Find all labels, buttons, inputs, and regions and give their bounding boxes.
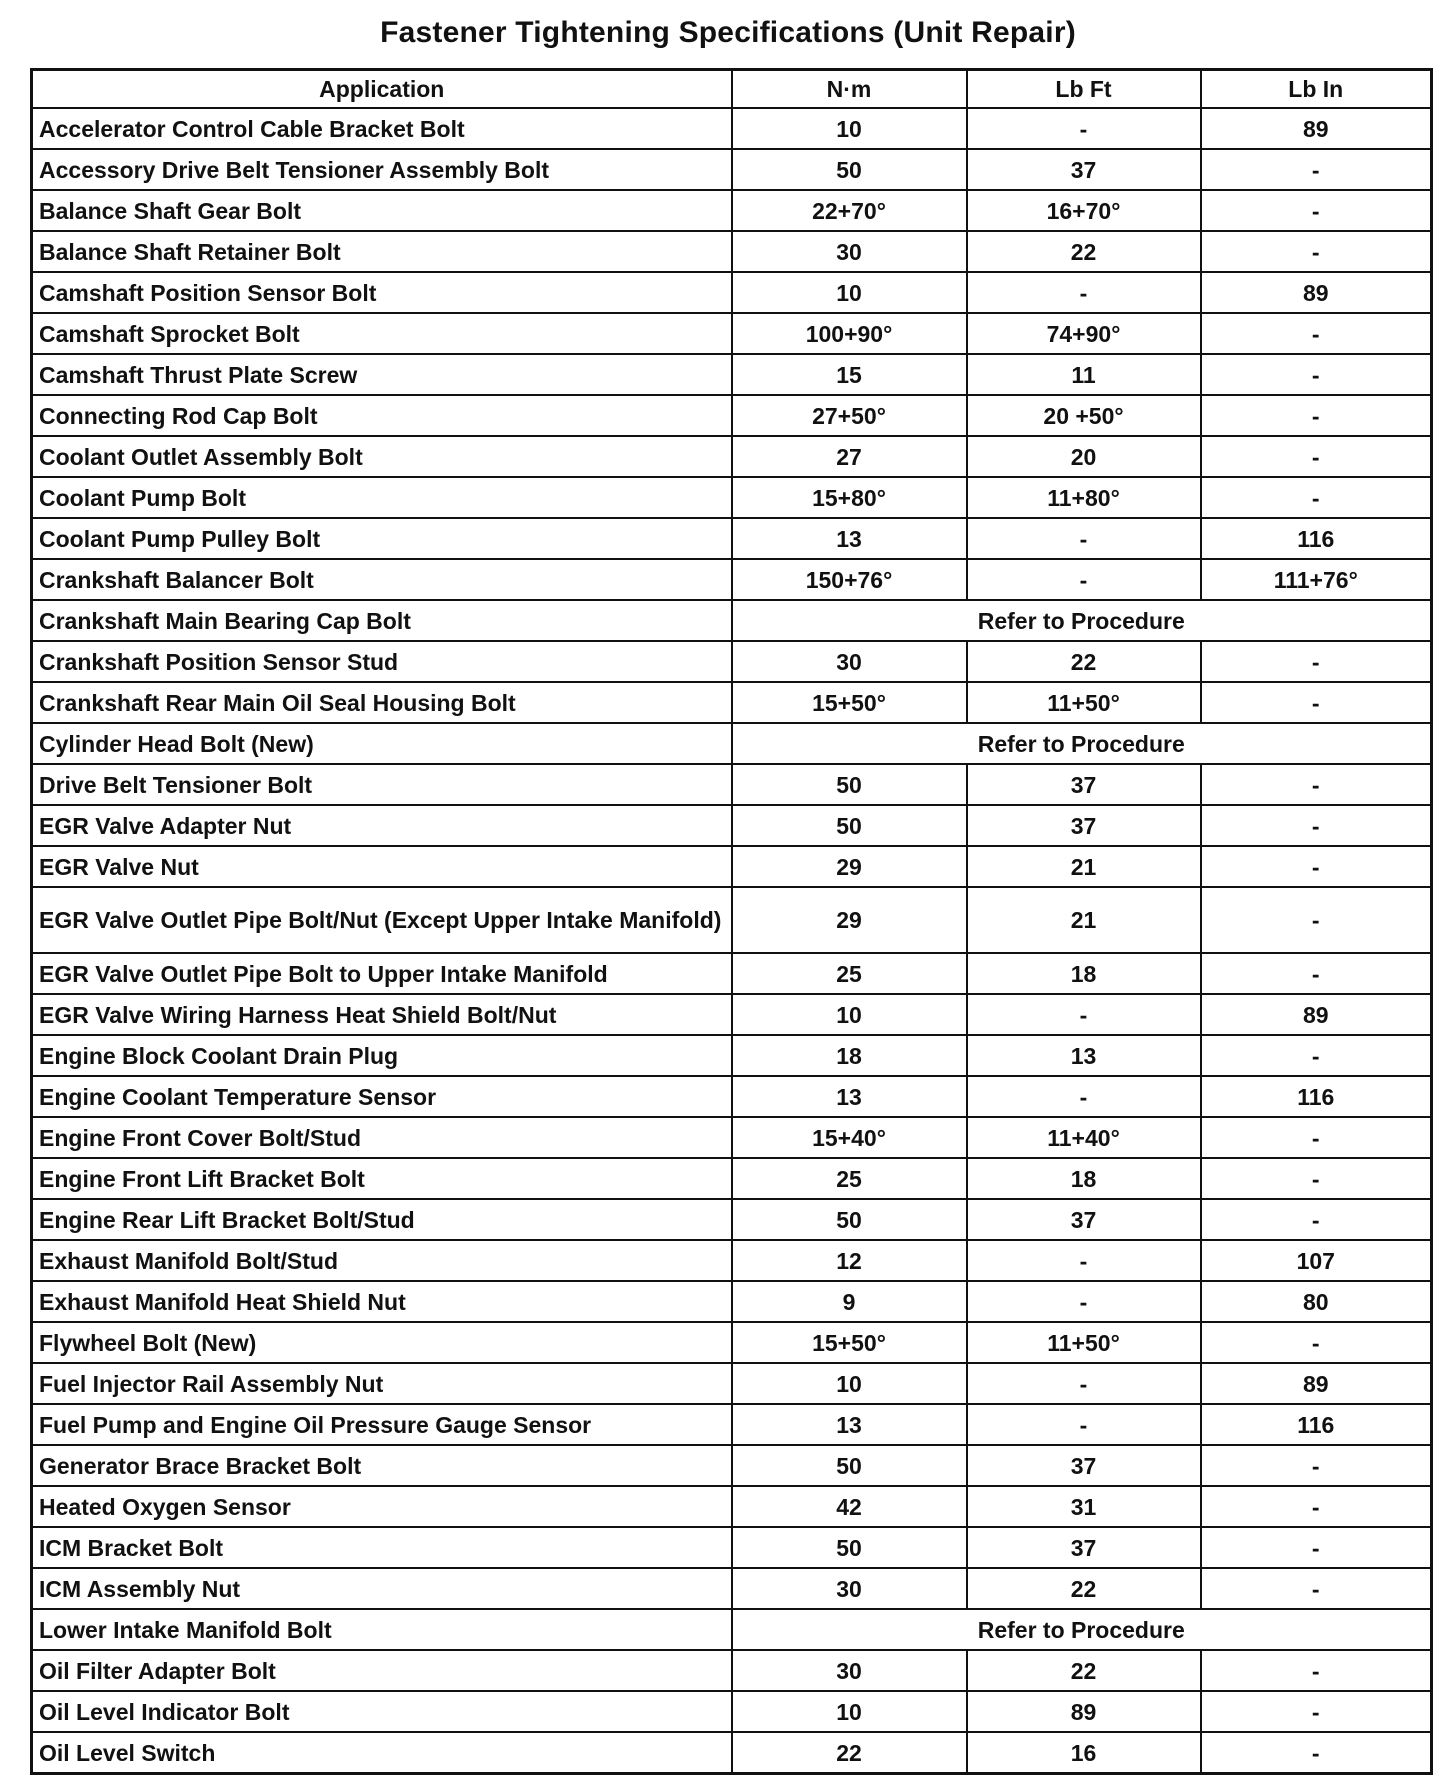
cell-application: Camshaft Position Sensor Bolt (32, 272, 732, 313)
cell-lbft: 31 (967, 1486, 1201, 1527)
cell-lbin: - (1201, 1445, 1432, 1486)
cell-nm: 30 (732, 641, 967, 682)
cell-refer-to-procedure: Refer to Procedure (732, 723, 1432, 764)
cell-lbft: 20 +50° (967, 395, 1201, 436)
cell-nm: 13 (732, 518, 967, 559)
cell-lbin: 116 (1201, 518, 1432, 559)
cell-application: Oil Filter Adapter Bolt (32, 1650, 732, 1691)
cell-application: Fuel Injector Rail Assembly Nut (32, 1363, 732, 1404)
cell-nm: 29 (732, 887, 967, 953)
cell-lbft: - (967, 559, 1201, 600)
table-row (32, 518, 1432, 559)
cell-lbft: - (967, 1363, 1201, 1404)
cell-nm: 18 (732, 1035, 967, 1076)
cell-lbft: - (967, 108, 1201, 149)
cell-lbin: - (1201, 805, 1432, 846)
cell-nm: 22+70° (732, 190, 967, 231)
cell-nm: 25 (732, 1158, 967, 1199)
cell-lbft: 11+40° (967, 1117, 1201, 1158)
cell-nm: 50 (732, 1199, 967, 1240)
table-row (32, 723, 1432, 764)
cell-application: Heated Oxygen Sensor (32, 1486, 732, 1527)
cell-application: Camshaft Sprocket Bolt (32, 313, 732, 354)
cell-nm: 30 (732, 1568, 967, 1609)
cell-lbin: - (1201, 1732, 1432, 1774)
cell-lbin: - (1201, 1650, 1432, 1691)
cell-lbin: - (1201, 1199, 1432, 1240)
cell-lbin: - (1201, 1568, 1432, 1609)
cell-application: Engine Front Lift Bracket Bolt (32, 1158, 732, 1199)
cell-lbin: - (1201, 354, 1432, 395)
cell-lbft: 89 (967, 1691, 1201, 1732)
table-row (32, 805, 1432, 846)
cell-lbin: - (1201, 887, 1432, 953)
page-title: Fastener Tightening Specifications (Unit Repair) (380, 16, 1076, 49)
table-row (32, 1158, 1432, 1199)
cell-application: Engine Rear Lift Bracket Bolt/Stud (32, 1199, 732, 1240)
cell-refer-to-procedure: Refer to Procedure (732, 600, 1432, 641)
cell-lbft: 22 (967, 1568, 1201, 1609)
cell-nm: 30 (732, 231, 967, 272)
table-row (32, 764, 1432, 805)
cell-lbin: 89 (1201, 994, 1432, 1035)
cell-lbft: - (967, 994, 1201, 1035)
table-row (32, 477, 1432, 518)
cell-lbin: 89 (1201, 108, 1432, 149)
cell-application: ICM Bracket Bolt (32, 1527, 732, 1568)
table-row (32, 600, 1432, 641)
cell-nm: 27+50° (732, 395, 967, 436)
cell-lbin: - (1201, 1117, 1432, 1158)
table-row (32, 1445, 1432, 1486)
cell-application: Crankshaft Balancer Bolt (32, 559, 732, 600)
cell-lbft: 22 (967, 231, 1201, 272)
cell-nm: 30 (732, 1650, 967, 1691)
cell-application: EGR Valve Wiring Harness Heat Shield Bolt/Nut (32, 994, 732, 1035)
cell-lbft: 18 (967, 953, 1201, 994)
cell-lbft: 11+50° (967, 682, 1201, 723)
cell-lbin: - (1201, 846, 1432, 887)
table-row (32, 953, 1432, 994)
cell-lbft: 16+70° (967, 190, 1201, 231)
cell-lbin: - (1201, 641, 1432, 682)
cell-lbin: - (1201, 477, 1432, 518)
table-row (32, 1486, 1432, 1527)
cell-nm: 10 (732, 1363, 967, 1404)
cell-nm: 50 (732, 1527, 967, 1568)
cell-lbin: - (1201, 231, 1432, 272)
cell-lbft: - (967, 1404, 1201, 1445)
cell-lbft: 37 (967, 764, 1201, 805)
table-row (32, 1117, 1432, 1158)
cell-nm: 15+50° (732, 682, 967, 723)
cell-application: Coolant Outlet Assembly Bolt (32, 436, 732, 477)
cell-nm: 42 (732, 1486, 967, 1527)
cell-lbft: 74+90° (967, 313, 1201, 354)
table-row (32, 1691, 1432, 1732)
cell-nm: 100+90° (732, 313, 967, 354)
table-row (32, 1527, 1432, 1568)
cell-nm: 50 (732, 805, 967, 846)
cell-lbft: 37 (967, 1445, 1201, 1486)
cell-lbft: - (967, 1281, 1201, 1322)
cell-lbin: - (1201, 682, 1432, 723)
cell-nm: 22 (732, 1732, 967, 1774)
cell-lbin: - (1201, 1322, 1432, 1363)
cell-lbin: - (1201, 1158, 1432, 1199)
cell-lbft: - (967, 1240, 1201, 1281)
cell-application: Crankshaft Rear Main Oil Seal Housing Bolt (32, 682, 732, 723)
cell-nm: 10 (732, 1691, 967, 1732)
cell-nm: 9 (732, 1281, 967, 1322)
cell-lbin: - (1201, 149, 1432, 190)
cell-application: Accelerator Control Cable Bracket Bolt (32, 108, 732, 149)
cell-nm: 50 (732, 1445, 967, 1486)
table-row (32, 1281, 1432, 1322)
table-row (32, 1076, 1432, 1117)
cell-nm: 25 (732, 953, 967, 994)
cell-nm: 15+80° (732, 477, 967, 518)
cell-application: Engine Block Coolant Drain Plug (32, 1035, 732, 1076)
table-row (32, 994, 1432, 1035)
table-row (32, 1322, 1432, 1363)
cell-lbft: 37 (967, 1199, 1201, 1240)
cell-application: Drive Belt Tensioner Bolt (32, 764, 732, 805)
cell-application: Crankshaft Main Bearing Cap Bolt (32, 600, 732, 641)
cell-application: EGR Valve Nut (32, 846, 732, 887)
cell-application: Exhaust Manifold Heat Shield Nut (32, 1281, 732, 1322)
cell-lbft: - (967, 518, 1201, 559)
cell-nm: 15 (732, 354, 967, 395)
cell-lbft: 21 (967, 846, 1201, 887)
cell-lbin: 80 (1201, 1281, 1432, 1322)
cell-nm: 15+40° (732, 1117, 967, 1158)
cell-lbft: - (967, 272, 1201, 313)
cell-lbft: 21 (967, 887, 1201, 953)
cell-lbft: 37 (967, 1527, 1201, 1568)
table-row (32, 1363, 1432, 1404)
cell-nm: 13 (732, 1404, 967, 1445)
table-row (32, 190, 1432, 231)
cell-lbin: 116 (1201, 1076, 1432, 1117)
cell-nm: 13 (732, 1076, 967, 1117)
cell-lbin: 111+76° (1201, 559, 1432, 600)
cell-lbin: - (1201, 190, 1432, 231)
cell-nm: 10 (732, 272, 967, 313)
cell-nm: 50 (732, 764, 967, 805)
cell-application: Lower Intake Manifold Bolt (32, 1609, 732, 1650)
column-header-nm: N·m (732, 70, 967, 109)
cell-lbft: 11+80° (967, 477, 1201, 518)
cell-lbft: 22 (967, 1650, 1201, 1691)
cell-application: Crankshaft Position Sensor Stud (32, 641, 732, 682)
cell-lbin: - (1201, 313, 1432, 354)
cell-nm: 50 (732, 149, 967, 190)
fastener-spec-table (30, 68, 1433, 1775)
table-row (32, 149, 1432, 190)
cell-lbin: - (1201, 1527, 1432, 1568)
table-row (32, 1404, 1432, 1445)
cell-application: Fuel Pump and Engine Oil Pressure Gauge Sensor (32, 1404, 732, 1445)
cell-application: Engine Coolant Temperature Sensor (32, 1076, 732, 1117)
table-header-row (32, 70, 1432, 109)
table-row (32, 354, 1432, 395)
table-row (32, 108, 1432, 149)
cell-application: Engine Front Cover Bolt/Stud (32, 1117, 732, 1158)
cell-lbft: 11+50° (967, 1322, 1201, 1363)
cell-lbin: 89 (1201, 1363, 1432, 1404)
cell-lbin: 116 (1201, 1404, 1432, 1445)
cell-lbft: 37 (967, 805, 1201, 846)
cell-lbin: - (1201, 764, 1432, 805)
table-row (32, 272, 1432, 313)
cell-application: EGR Valve Adapter Nut (32, 805, 732, 846)
cell-refer-to-procedure: Refer to Procedure (732, 1609, 1432, 1650)
cell-application: Coolant Pump Pulley Bolt (32, 518, 732, 559)
table-row (32, 1732, 1432, 1774)
cell-lbft: 20 (967, 436, 1201, 477)
table-row (32, 1609, 1432, 1650)
cell-lbft: 37 (967, 149, 1201, 190)
cell-lbin: - (1201, 953, 1432, 994)
cell-lbin: 107 (1201, 1240, 1432, 1281)
cell-application: EGR Valve Outlet Pipe Bolt to Upper Intake Manifold (32, 953, 732, 994)
cell-lbft: - (967, 1076, 1201, 1117)
cell-lbft: 13 (967, 1035, 1201, 1076)
table-row (32, 1650, 1432, 1691)
cell-application: Connecting Rod Cap Bolt (32, 395, 732, 436)
table-row (32, 641, 1432, 682)
cell-application: Camshaft Thrust Plate Screw (32, 354, 732, 395)
table-row (32, 682, 1432, 723)
table-row (32, 395, 1432, 436)
table-body (32, 108, 1432, 1774)
cell-application: Generator Brace Bracket Bolt (32, 1445, 732, 1486)
table-row (32, 846, 1432, 887)
cell-application: Coolant Pump Bolt (32, 477, 732, 518)
cell-application: Cylinder Head Bolt (New) (32, 723, 732, 764)
cell-lbin: - (1201, 1486, 1432, 1527)
cell-lbft: 11 (967, 354, 1201, 395)
column-header-lbin: Lb In (1201, 70, 1432, 109)
cell-lbin: 89 (1201, 272, 1432, 313)
column-header-application: Application (32, 70, 732, 109)
table-row (32, 313, 1432, 354)
cell-lbft: 16 (967, 1732, 1201, 1774)
cell-application: EGR Valve Outlet Pipe Bolt/Nut (Except Upper Intake Manifold) (32, 887, 732, 953)
cell-application: Oil Level Switch (32, 1732, 732, 1774)
cell-application: ICM Assembly Nut (32, 1568, 732, 1609)
cell-nm: 12 (732, 1240, 967, 1281)
cell-lbin: - (1201, 436, 1432, 477)
cell-application: Oil Level Indicator Bolt (32, 1691, 732, 1732)
cell-application: Flywheel Bolt (New) (32, 1322, 732, 1363)
cell-nm: 150+76° (732, 559, 967, 600)
cell-nm: 10 (732, 108, 967, 149)
cell-nm: 10 (732, 994, 967, 1035)
table-row (32, 1035, 1432, 1076)
cell-nm: 29 (732, 846, 967, 887)
cell-lbft: 22 (967, 641, 1201, 682)
table-row (32, 1240, 1432, 1281)
cell-application: Accessory Drive Belt Tensioner Assembly Bolt (32, 149, 732, 190)
cell-lbin: - (1201, 1691, 1432, 1732)
table-row (32, 887, 1432, 953)
table-row (32, 436, 1432, 477)
cell-application: Exhaust Manifold Bolt/Stud (32, 1240, 732, 1281)
cell-lbin: - (1201, 1035, 1432, 1076)
table-row (32, 231, 1432, 272)
table-row (32, 1568, 1432, 1609)
cell-lbin: - (1201, 395, 1432, 436)
cell-nm: 15+50° (732, 1322, 967, 1363)
cell-lbft: 18 (967, 1158, 1201, 1199)
table-row (32, 559, 1432, 600)
column-header-lbft: Lb Ft (967, 70, 1201, 109)
table-row (32, 1199, 1432, 1240)
cell-application: Balance Shaft Retainer Bolt (32, 231, 732, 272)
cell-nm: 27 (732, 436, 967, 477)
cell-application: Balance Shaft Gear Bolt (32, 190, 732, 231)
